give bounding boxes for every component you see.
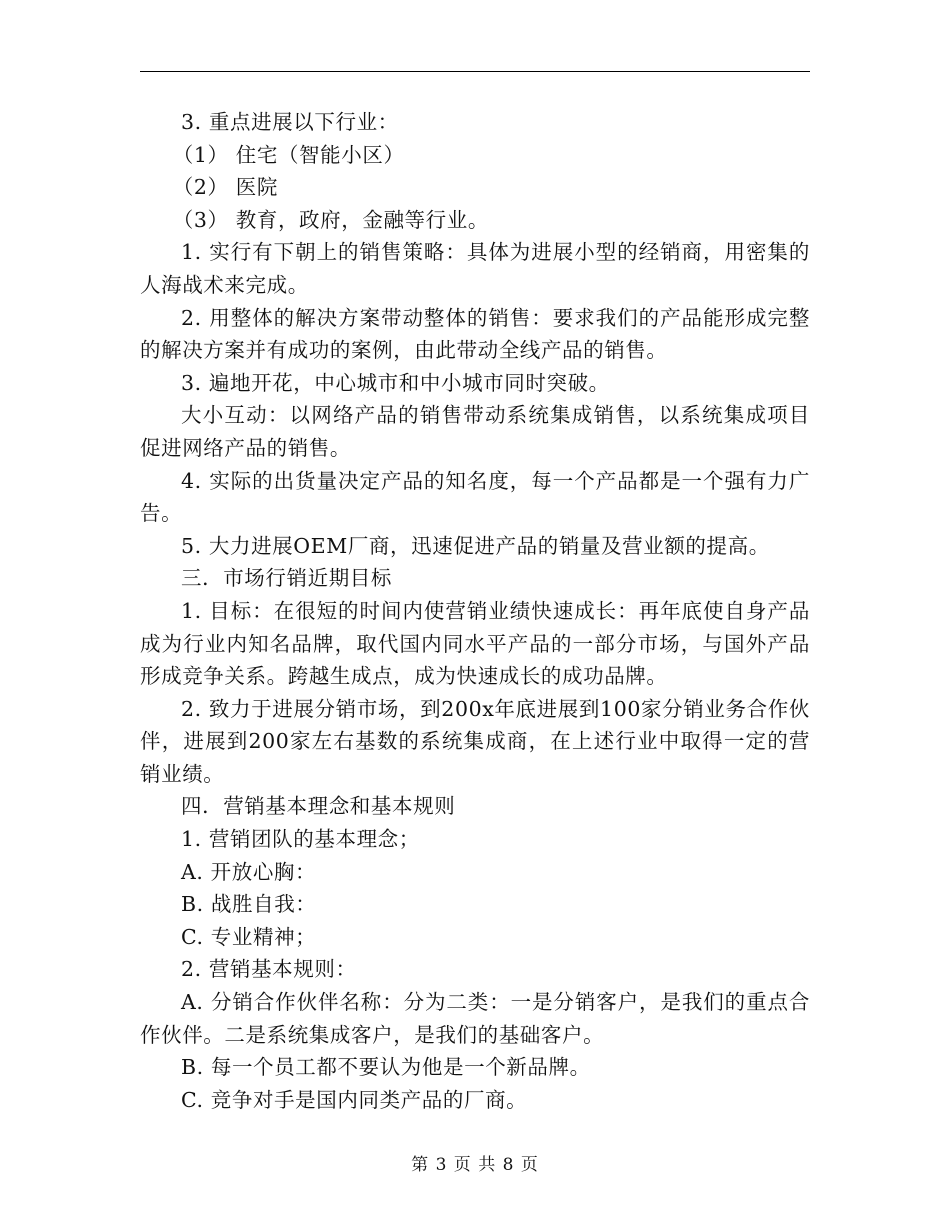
list-item: A. 开放心胸： (181, 859, 317, 884)
paragraph: 2. 用整体的解决方案带动整体的销售：要求我们的产品能形成完整的解决方案并有成功的案例，由此带动全线产品的销售。 (140, 305, 810, 363)
paragraph: 2. 营销基本规则： (181, 957, 357, 982)
paragraph: 大小互动：以网络产品的销售带动系统集成销售，以系统集成项目促进网络产品的销售。 (140, 403, 810, 460)
paragraph: 3. 重点进展以下行业： (181, 110, 399, 134)
list-item: B. 每一个员工都不要认为他是一个新品牌。 (181, 1055, 591, 1080)
header-rule (140, 71, 810, 72)
paragraph: （3） 教育，政府，金融等行业。 (172, 207, 489, 232)
list-item: B. 战胜自我： (181, 892, 317, 917)
paragraph: 1. 目标：在很短的时间内使营销业绩快速成长：再年底使自身产品成为行业内知名品牌，取代国内同水平产品的一部分市场，与国外产品形成竞争关系。跨越生成点，成为快速成长的成功品牌。 (140, 598, 810, 689)
list-item: C. 竞争对手是国内同类产品的厂商。 (181, 1087, 528, 1112)
paragraph: 2. 致力于进展分销市场，到200x年底进展到100家分销业务合作伙伴，进展到200家左右基数的系统集成商，在上述行业中取得一定的营销业绩。 (140, 696, 810, 786)
paragraph: 4. 实际的出货量决定产品的知名度，每一个产品都是一个强有力广告。 (140, 468, 810, 526)
list-item: A. 分销合作伙伴名称：分为二类：一是分销客户，是我们的重点合作伙伴。二是系统集成客户，是我们的基础客户。 (140, 990, 810, 1047)
page-number-footer: 第 3 页 共 8 页 (411, 1155, 539, 1175)
paragraph: （2） 医院 (172, 175, 278, 200)
section-heading: 三．市场行销近期目标 (181, 566, 392, 591)
paragraph: 3. 遍地开花，中心城市和中小城市同时突破。 (181, 370, 610, 395)
paragraph: 1. 营销团队的基本理念； (181, 827, 420, 852)
paragraph: （1） 住宅（智能小区） (172, 142, 405, 167)
document-body (140, 106, 810, 1116)
paragraph: 5. 大力进展OEM厂商，迅速促进产品的销量及营业额的提高。 (181, 533, 770, 558)
paragraph: 1. 实行有下朝上的销售策略：具体为进展小型的经销商，用密集的人海战术来完成。 (140, 240, 810, 297)
list-item: C. 专业精神； (181, 924, 317, 949)
section-heading: 四．营销基本理念和基本规则 (181, 794, 456, 819)
